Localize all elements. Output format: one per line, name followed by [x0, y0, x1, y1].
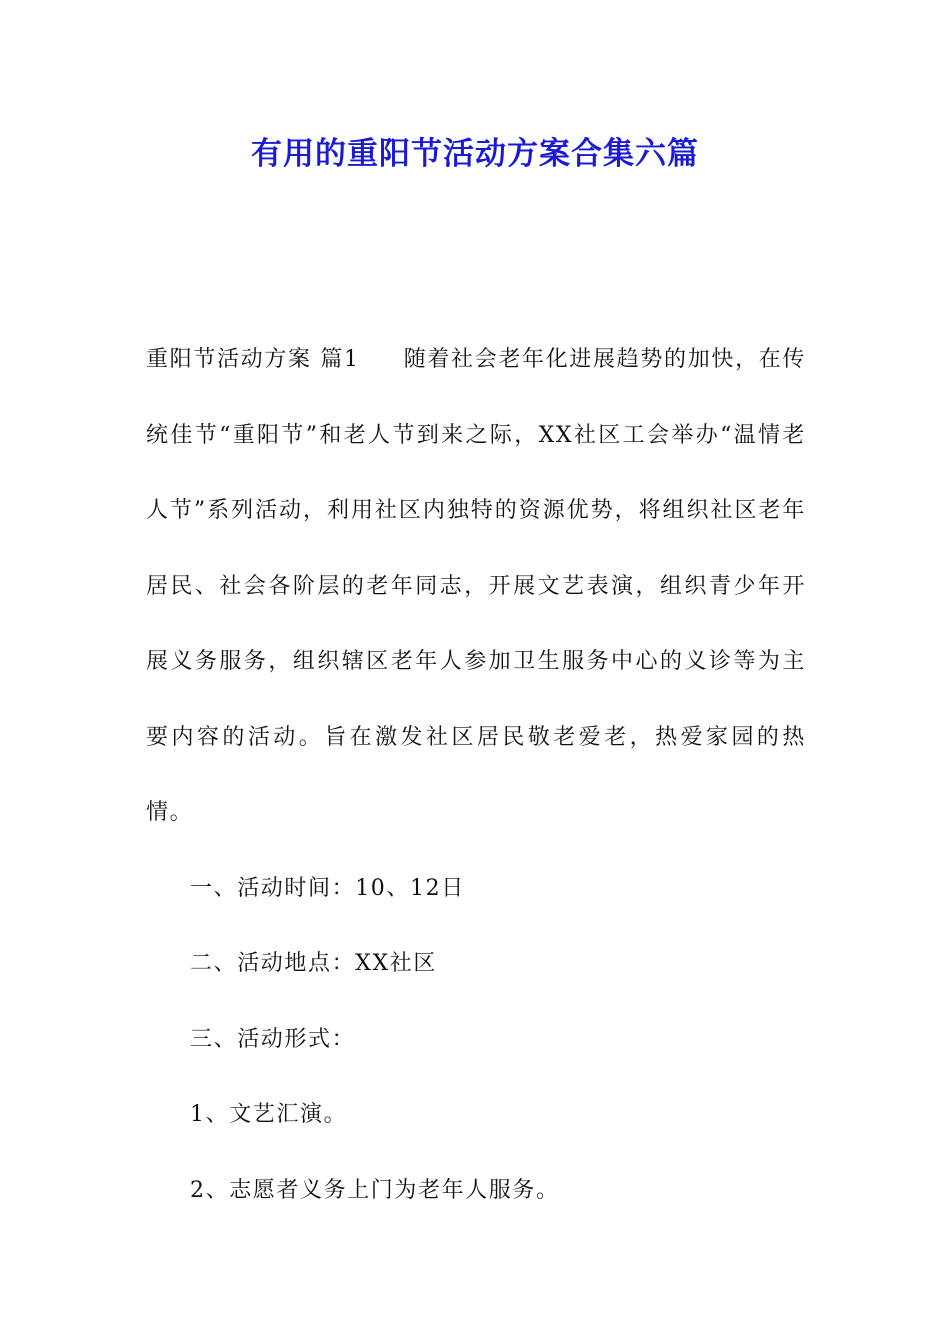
section-label: 重阳节活动方案 篇1: [146, 347, 360, 372]
intro-text: 随着社会老年化进展趋势的加快，在传统佳节“重阳节”和老人节到来之际，XX社区工会举办“温情老人节”系列活动，利用社区内独特的资源优势，将组织社区老年居民、社会各阶层的老年同志，开展文艺表演，组织青少年开展义务服务，组织辖区老年人参加卫生服务中心的义诊等为主要内容的活动。旨在激发社区居民敬老爱老，热爱家园的热情。: [146, 347, 807, 825]
document-body: [146, 322, 806, 1228]
document-title: 有用的重阳节活动方案合集六篇: [251, 136, 699, 172]
list-item: 三、活动形式：: [190, 1026, 356, 1052]
list-item: 一、活动时间：10、12日: [190, 875, 465, 901]
intro-paragraph: [146, 322, 806, 851]
list-item: 二、活动地点：XX社区: [190, 951, 437, 976]
list-item: 1、文艺汇演。: [190, 1102, 348, 1127]
list-item: 2、志愿者义务上门为老年人服务。: [190, 1177, 560, 1203]
